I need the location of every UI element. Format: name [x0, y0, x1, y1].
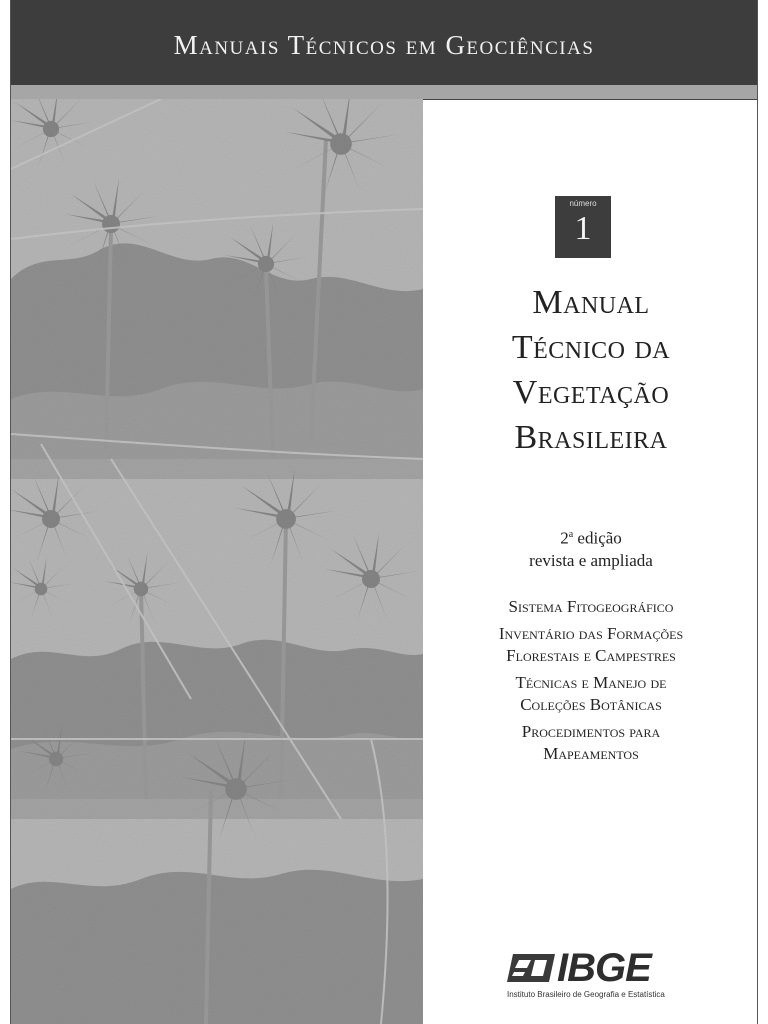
- series-header: [11, 0, 757, 85]
- edition-note: revista e ampliada: [529, 550, 653, 570]
- ibge-logo: [495, 946, 695, 1006]
- issue-number-label: número: [569, 199, 597, 208]
- topic-line: Mapeamentos: [543, 744, 639, 763]
- series-title: Manuais Técnicos em Geociências: [173, 30, 595, 60]
- palm-trees-photo: [11, 99, 423, 1024]
- ibge-wordmark: IBGE: [557, 946, 651, 990]
- topic-line: Técnicas e Manejo de: [515, 673, 667, 692]
- book-title-line: Manual: [532, 284, 650, 321]
- topic-line: Inventário das Formações: [498, 624, 684, 643]
- edition-info: [423, 524, 759, 572]
- edition-word: edição: [577, 528, 622, 548]
- ibge-full-name: Instituto Brasileiro de Geografia e Estatística: [507, 990, 665, 999]
- topics-list: [423, 596, 759, 770]
- issue-number-box: [555, 196, 611, 258]
- topic-line: Sistema Fitogeográfico: [508, 597, 674, 616]
- header-divider-strip: [11, 85, 757, 100]
- book-cover: [10, 0, 758, 1024]
- topic-item: [423, 672, 759, 716]
- topic-item: [423, 721, 759, 765]
- cover-text-panel: [423, 100, 759, 1024]
- topic-line: Florestais e Campestres: [506, 646, 676, 665]
- ibge-mark-icon: [505, 950, 557, 986]
- topic-item: [423, 623, 759, 667]
- book-title-line: Vegetação: [512, 374, 670, 411]
- topic-line: Coleções Botânicas: [520, 695, 662, 714]
- book-title: [423, 280, 759, 460]
- topic-line: Procedimentos para: [521, 722, 661, 741]
- edition-ordinal: a: [568, 529, 574, 540]
- edition-line: [423, 524, 759, 550]
- book-title-line: Brasileira: [514, 419, 668, 456]
- issue-number-value: 1: [574, 210, 592, 247]
- topic-item: [423, 596, 759, 618]
- edition-number: 2: [560, 528, 569, 548]
- book-title-line: Técnico da: [511, 329, 671, 366]
